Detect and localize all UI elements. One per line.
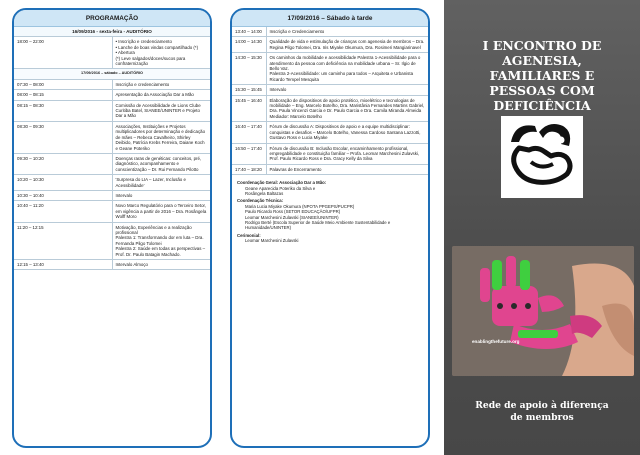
schedule-row <box>14 260 210 270</box>
schedule-time: 10:20 – 10:30 <box>14 175 112 191</box>
schedule-activity: Comissão de Acessibilidade de Lions Clube Curitiba Batel, SIANEE/UNINTER e Projeto Dar a Mão <box>112 100 210 121</box>
hands-logo-icon <box>501 116 583 198</box>
schedule-activity: Elaboração de dispositivos de apoio protético, mioelétrico e tecnologias de mobilidade – Eng. Marcelo Botelho, Dra. Maristânia Fernandes Martins Gabriel, Dra. Paula Vincenzi Garcia e Dr. Paulo Garcia e Dra. Camila Miranda Almeida Mediador: Marcelo Botelho <box>266 95 428 122</box>
schedule-table-middle <box>232 27 428 175</box>
schedule-time: 15:30 – 15:45 <box>232 85 266 95</box>
schedule-row <box>14 100 210 121</box>
title-line: AGENESIA, <box>502 53 582 68</box>
schedule-activity: Fórum de discussão B: Inclusão Escolar, encaminhamento profissional, empregabilidade e constituição familiar – Profa. Leomar Marchesini Zulavski, Prof. Paulo Ricardo Ross e Dra. Gracy Kelly da Silva <box>266 143 428 164</box>
afternoon-title: 17/09/2016 – Sábado à tarde <box>232 10 428 27</box>
schedule-activity: Novo Marco Regulatório para o Terceiro Setor, em vigência a partir de 2016 – Dra. Rosângela Wolff Moro <box>112 201 210 222</box>
schedule-activity: • Inscrição e credenciamento • Lanche de boas vindas compartilhado (*) • Abertura (*) Leve salgados/doces/sucos para confraternização <box>112 37 210 69</box>
notes-item: Leomar Marchesini Zulavski <box>245 238 299 244</box>
logo-box <box>501 116 583 198</box>
schedule-row <box>14 175 210 191</box>
schedule-time: 11:20 – 12:15 <box>14 222 112 259</box>
title-line: DEFICIÊNCIA <box>493 98 591 113</box>
schedule-row <box>14 153 210 174</box>
schedule-time: 08:30 – 09:30 <box>14 121 112 153</box>
schedule-table-left <box>14 27 210 270</box>
prosthetic-hand-photo <box>452 246 634 376</box>
schedule-activity: Intervalo <box>266 85 428 95</box>
schedule-time: 15:45 – 16:40 <box>232 95 266 122</box>
schedule-time: 13:40 – 14:00 <box>232 27 266 37</box>
schedule-row <box>232 122 428 143</box>
notes-item: Paulo Ricardo Ross (SETOR EDUCAÇÃO/UFPR) <box>245 209 341 215</box>
notes-item: Rodrigo Berté (Escola Superior de Saúde Meio Ambiente Sustentabilidade e Humanidade/UNINTER) <box>245 219 391 231</box>
schedule-time: 16:50 – 17:40 <box>232 143 266 164</box>
prosthetic-hand-image <box>452 246 634 376</box>
title-line: FAMILIARES E <box>489 68 595 83</box>
day-heading: 16/09/2016 - sexta-feira - AUDITÓRIO <box>14 27 210 37</box>
schedule-row <box>14 79 210 89</box>
schedule-panel-middle <box>230 8 430 448</box>
schedule-activity: Qualidade de vida e estimulação de crianças com agenesia de membros – Dra. Regina Pilgo Tolomei, Dra. Iris Miyake Okumura, Dra. Rosimeri Mangiarinavel <box>266 37 428 53</box>
schedule-row <box>232 53 428 85</box>
schedule-time: 10:30 – 10:40 <box>14 190 112 200</box>
tagline-line: de membros <box>510 412 574 423</box>
schedule-time: 08:00 – 08:15 <box>14 90 112 100</box>
schedule-time: 10:40 – 11:20 <box>14 201 112 222</box>
schedule-time: 08:15 – 08:30 <box>14 100 112 121</box>
schedule-time: 07:30 – 08:00 <box>14 79 112 89</box>
schedule-activity: 'Surpresa do LIA – Lazer, Inclusão e Acessibilidade' <box>112 175 210 191</box>
title-line: I ENCONTRO DE <box>482 38 602 53</box>
cover-tagline <box>454 400 630 424</box>
tagline-line: Rede de apoio à diferença <box>475 400 609 411</box>
notes-heading: Coordenação Geral: Associação Dar a Mão: <box>237 180 327 186</box>
schedule-row <box>14 37 210 69</box>
schedule-row <box>14 222 210 259</box>
schedule-activity: Inscrição e credenciamento <box>112 79 210 89</box>
schedule-activity: Fórum de discussão A: Dispositivos de apoio e a equipe multidisciplinar: conquistas e desafios – Marcelo Botelho, Vanessa Cardoso Santana Lazzotti, Gustavo Ross e Lucia Miyake <box>266 122 428 143</box>
schedule-time: 17:40 – 18:20 <box>232 164 266 174</box>
title-line: PESSOAS COM <box>489 83 595 98</box>
schedule-time: 14:30 – 15:30 <box>232 53 266 85</box>
schedule-activity: Palavras de Encerramento <box>266 164 428 174</box>
cover-panel <box>444 0 640 455</box>
day-heading: 17/09/2016 – sábado – AUDITÓRIO <box>14 69 210 79</box>
schedule-panel-left <box>12 8 212 448</box>
schedule-row <box>232 27 428 37</box>
notes-item: Geane Aparecida Poteriko da Silva e <box>245 185 316 191</box>
schedule-row <box>232 95 428 122</box>
schedule-time: 18:00 – 22:00 <box>14 37 112 69</box>
notes-item: Leomar Marchesini Zulavski (SIANEE/UNINTER) <box>245 214 339 220</box>
schedule-row <box>232 85 428 95</box>
notes-item: Rosângela Baltazas <box>245 190 284 196</box>
schedule-activity: Associações, Instituições e Projetos multiplicadores por determinação e dedicação de mães – Rebeca Cavalheiro, Shirley Deibido, Patrícia Krebs Ferreira, Daiane Koch e Geane Poteriko <box>112 121 210 153</box>
event-title <box>448 38 636 113</box>
schedule-row <box>14 69 210 79</box>
schedule-activity: Inscrição e Credenciamento <box>266 27 428 37</box>
schedule-activity: Intervalo Almoço <box>112 260 210 270</box>
schedule-activity: Os caminhos da mobilidade e acessibilidade Palestra 1-Acessibilidade para o atendimento da pessoa com deficiência na mobilidade urbana – Sr. Ilgio de Bello Vaz. Palestra 2-Acessibilidade: um caminho para todos – Arquiteta e Urbanista Ricardo Tempel Mesquita <box>266 53 428 85</box>
schedule-activity: Apresentação da Associação Dar a Mão <box>112 90 210 100</box>
schedule-row <box>14 27 210 37</box>
schedule-time: 12:15 – 13:40 <box>14 260 112 270</box>
photo-caption: enablingthefuture.org <box>472 339 520 344</box>
schedule-row <box>14 190 210 200</box>
notes-heading: Coordenação Técnica: <box>237 198 284 204</box>
schedule-activity: Doenças raras de genéticas: conceitos, pré, diagnóstico, acompanhamento e conscientização – Dr. Rui Fernando Pilotto <box>112 153 210 174</box>
notes-heading: Cerimonial: <box>237 232 261 238</box>
schedule-title: PROGRAMAÇÃO <box>14 10 210 27</box>
schedule-row <box>14 90 210 100</box>
schedule-activity: Motivação, Experiências e a realização profissional Palestra 1: Transformando dor em luta – Dra. Fernanda Pilgo Tolomei Palestra 2: Saúde em todas as perspectivas – Prof. Dr. Paulo Batagin Machado. <box>112 222 210 259</box>
schedule-row <box>14 121 210 153</box>
schedule-time: 14:00 – 14:30 <box>232 37 266 53</box>
notes-item: Maria Lucia Miyake Okumura (NPOTA PPGEPS/PUCPR) <box>245 203 355 209</box>
schedule-row <box>232 164 428 174</box>
schedule-time: 16:40 – 17:40 <box>232 122 266 143</box>
schedule-time: 09:30 – 10:20 <box>14 153 112 174</box>
schedule-row <box>14 201 210 222</box>
schedule-row <box>232 143 428 164</box>
coordination-notes <box>232 175 428 246</box>
schedule-row <box>232 37 428 53</box>
schedule-activity: Intervalo <box>112 190 210 200</box>
